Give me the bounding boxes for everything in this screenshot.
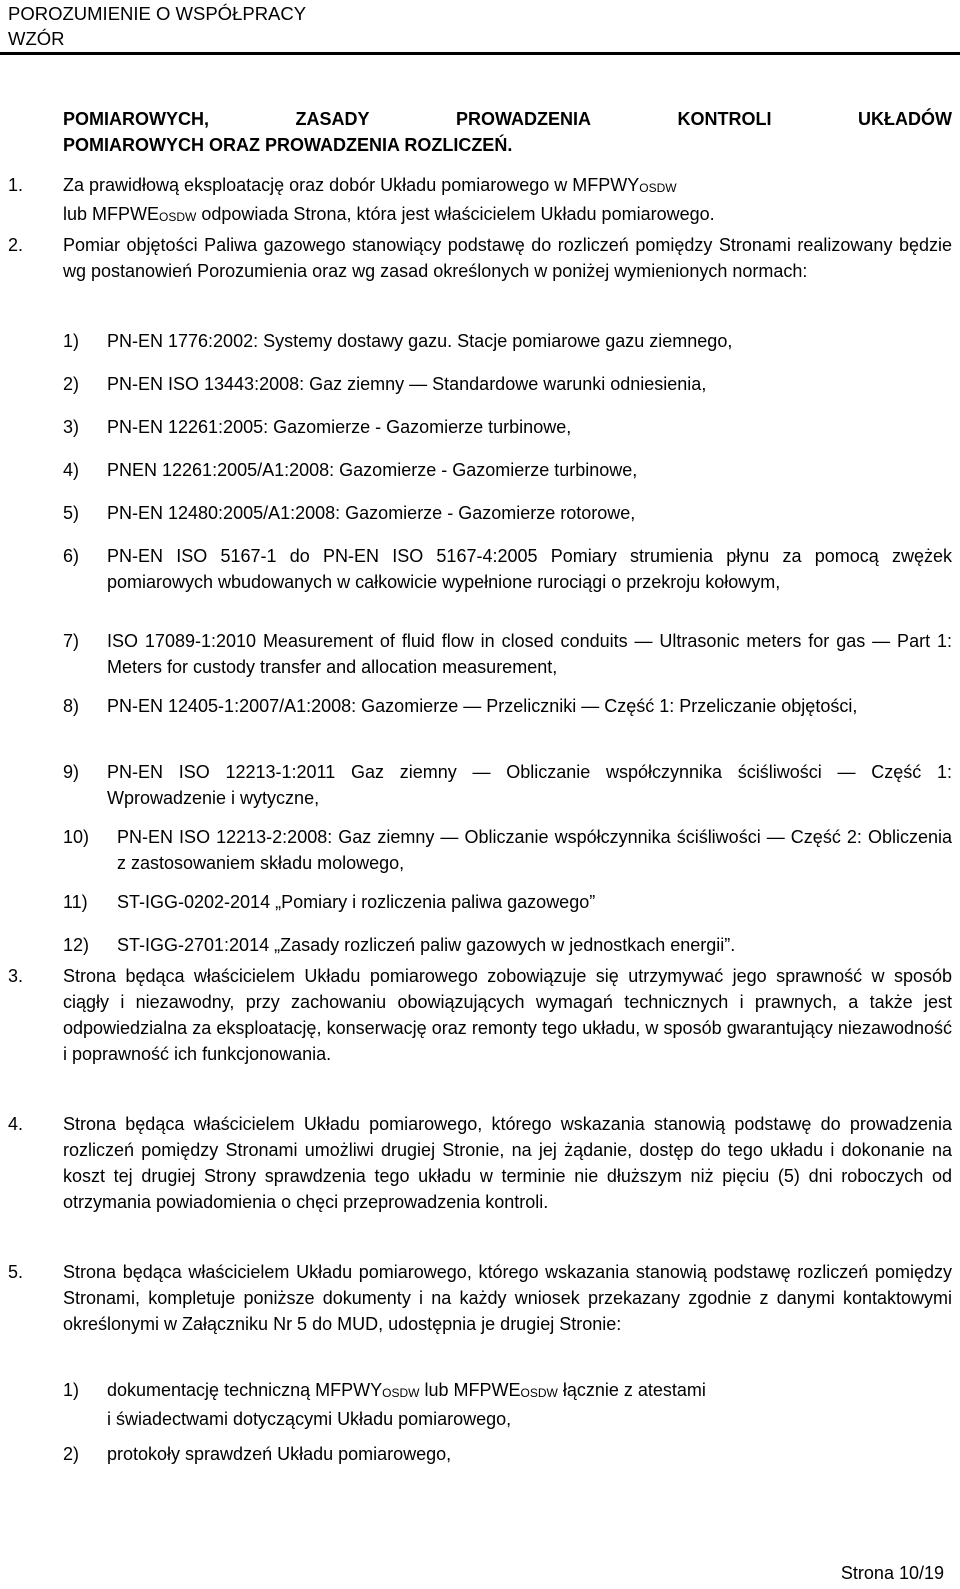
paragraph-number: 2.	[8, 235, 24, 255]
list-item: 12) ST-IGG-2701:2014 „Zasady rozliczeń paliw gazowych w jednostkach energii”.	[63, 935, 736, 955]
paragraph-number: 5.	[8, 1262, 24, 1282]
paragraph-2	[8, 232, 952, 284]
header-divider	[0, 52, 960, 55]
list-item: 7) ISO 17089-1:2010 Measurement of fluid flow in closed conduits — Ultrasonic meters for gas — Part 1: Meters for custody transfer and allocation measurement,	[63, 631, 952, 677]
section-heading-line2: POMIAROWYCH ORAZ PROWADZENIA ROZLICZEŃ.	[63, 135, 513, 155]
list-item: 4) PNEN 12261:2005/A1:2008: Gazomierze - Gazomierze turbinowe,	[63, 460, 638, 480]
document-header	[8, 1, 306, 51]
list-item: 2) protokoły sprawdzeń Układu pomiarowego,	[63, 1444, 452, 1464]
paragraph-number: 1.	[8, 175, 24, 195]
list-item: 11) ST-IGG-0202-2014 „Pomiary i rozliczenia paliwa gazowego”	[63, 892, 596, 912]
list-item: 9) PN-EN ISO 12213-1:2011 Gaz ziemny — Obliczanie współczynnika ściśliwości — Część 1: Wprowadzenie i wytyczne,	[63, 762, 952, 808]
section-heading-line1: POMIAROWYCH, ZASADY PROWADZENIA KONTROLI UKŁADÓW	[63, 109, 952, 129]
list-item: 10) PN-EN ISO 12213-2:2008: Gaz ziemny — Obliczanie współczynnika ściśliwości — Część 2: Obliczenia z zastosowaniem składu molowego,	[63, 827, 952, 873]
list-item: 3) PN-EN 12261:2005: Gazomierze - Gazomierze turbinowe,	[63, 417, 572, 437]
paragraph-text: Strona będąca właścicielem Układu pomiarowego zobowiązuje się utrzymywać jego sprawność w sposób ciągły i niezawodny, przy zachowaniu obowiązujących wymagań technicznych i prawnych, a także jest odpowiedzialna za eksploatację, konserwację oraz remonty tego układu, w sposób gwarantujący niezawodność i poprawność ich funkcjonowania.	[63, 966, 952, 1064]
paragraph-text: Strona będąca właścicielem Układu pomiarowego, którego wskazania stanowią podstawę do prowadzenia rozliczeń pomiędzy Stronami umożliwi drugiej Stronie, na jej żądanie, dostęp do tego układu i dokonanie na koszt tej drugiej Strony sprawdzenia tego układu w terminie nie dłuższym niż pięciu (5) dni roboczych od otrzymania powiadomienia o chęci przeprowadzenia kontroli.	[63, 1114, 952, 1212]
list-item: 5) PN-EN 12480:2005/A1:2008: Gazomierze - Gazomierze rotorowe,	[63, 503, 636, 523]
paragraph-number: 4.	[8, 1114, 24, 1134]
paragraph-text: Pomiar objętości Paliwa gazowego stanowiący podstawę do rozliczeń pomiędzy Stronami realizowany będzie wg postanowień Porozumienia oraz wg zasad określonych w poniżej wymienionych normach:	[63, 235, 952, 281]
page-number: Strona 10/19	[840, 1563, 944, 1583]
paragraph-1: 1. Za prawidłową eksploatację oraz dobór Układu pomiarowego w $MFPWY_{OSDW}$ lub $MFPWE_{OSDW}$ odpowiada Strona, która jest właścicielem Układu pomiarowego.	[8, 172, 952, 230]
list-item: 1) PN-EN 1776:2002: Systemy dostawy gazu. Stacje pomiarowe gazu ziemnego,	[63, 331, 733, 351]
paragraph-3	[8, 963, 952, 1067]
paragraph-text: Strona będąca właścicielem Układu pomiarowego, którego wskazania stanowią podstawę rozliczeń pomiędzy Stronami, kompletuje poniższe dokumenty i na każdy wniosek przekazany zgodnie z danymi kontaktowymi określonymi w Załączniku Nr 5 do MUD, udostępnia je drugiej Stronie:	[63, 1262, 952, 1334]
paragraph-5	[8, 1259, 952, 1337]
header-subtitle: WZÓR	[8, 28, 65, 49]
list-item: 1) dokumentację techniczną $MFPWY_{OSDW}$ lub $MFPWE_{OSDW}$ łącznie z atestami i świadectwami dotyczącymi Układu pomiarowego,	[63, 1380, 706, 1429]
list-item: 8) PN-EN 12405-1:2007/A1:2008: Gazomierze — Przeliczniki — Część 1: Przeliczanie objętości,	[63, 696, 858, 716]
header-title: POROZUMIENIE O WSPÓŁPRACY	[8, 3, 307, 24]
list-item: 6) PN-EN ISO 5167-1 do PN-EN ISO 5167-4:2005 Pomiary strumienia płynu za pomocą zwężek pomiarowych wbudowanych w całkowicie wypełnione rurociągi o przekroju kołowym,	[63, 546, 952, 592]
paragraph-4	[8, 1111, 952, 1215]
paragraph-number: 3.	[8, 966, 24, 986]
list-item: 2) PN-EN ISO 13443:2008: Gaz ziemny — Standardowe warunki odniesienia,	[63, 374, 707, 394]
section-heading	[63, 106, 952, 158]
